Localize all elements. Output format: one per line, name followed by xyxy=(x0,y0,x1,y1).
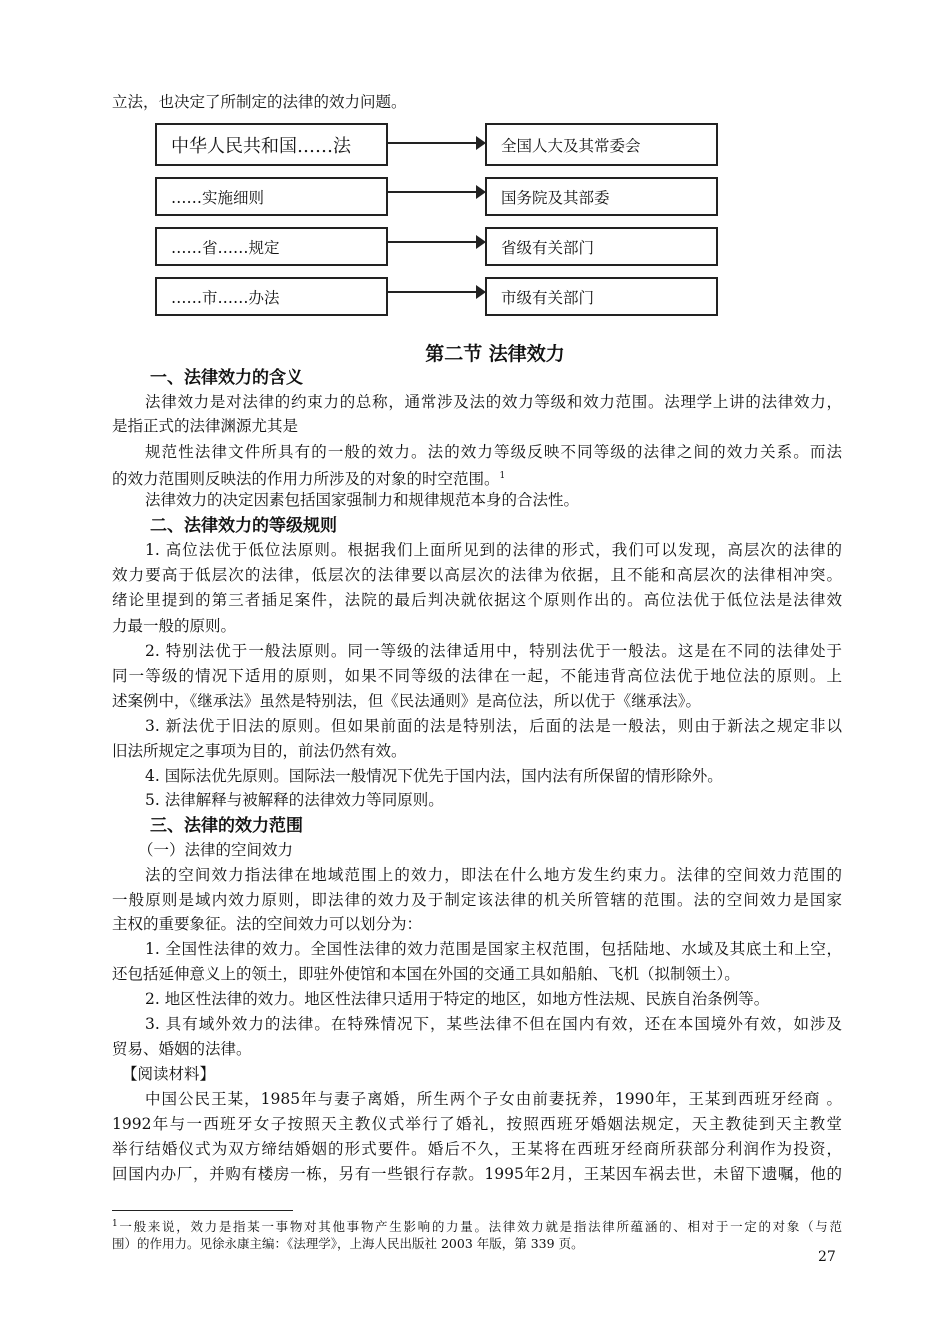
text-line: 法律效力是对法律的约束力的总称，通常涉及法的效力等级和效力范围。法理学上讲的法律效力， xyxy=(145,393,842,411)
diagram-left-box-2: ……实施细则 xyxy=(155,177,388,216)
footnote-marker: 1 xyxy=(112,1219,118,1229)
diagram-right-box-3: 省级有关部门 xyxy=(485,227,718,266)
text-line: 主权的重要象征。法的空间效力可以划分为： xyxy=(112,915,423,933)
text-line: 效力要高于低层次的法律，低层次的法律要以高层次的法律为依据，且不能和高层次的法律相冲突。 xyxy=(112,566,842,584)
text-line: 1992年与一西班牙女子按照天主教仪式举行了婚礼，按照西班牙婚姻法规定，天主教徒到天主教堂 xyxy=(112,1115,842,1133)
footnote-line-2: 围）的作用力。见徐永康主编：《法理学》，上海人民出版社 2003 年版，第 339 页。 xyxy=(112,1236,584,1252)
section-title: 第二节 法律效力 xyxy=(425,343,565,365)
footnote-ref[interactable]: 1 xyxy=(499,471,506,481)
text-line: 中国公民王某，1985年与妻子离婚，所生两个子女由前妻抚养，1990年，王某到西班牙经商 。 xyxy=(145,1090,842,1108)
text-line: 旧法所规定之事项为目的，前法仍然有效。 xyxy=(112,742,407,760)
heading-3: 三、法律的效力范围 xyxy=(150,816,303,836)
text-line: 3. 新法优于旧法的原则。但如果前面的法是特别法，后面的法是一般法，则由于新法之规定非以 xyxy=(145,717,842,735)
text-line: 绪论里提到的第三者插足案件，法院的最后判决就依据这个原则作出的。高位法优于低位法是法律效 xyxy=(112,591,842,609)
text-line: 是指正式的法律渊源尤其是 xyxy=(112,417,299,435)
text-line: 回国内办厂，并购有楼房一栋，另有一些银行存款。1995年2月，王某因车祸去世，未留下遗嘱，他的 xyxy=(112,1165,842,1183)
text-line: 2. 地区性法律的效力。地区性法律只适用于特定的地区，如地方性法规、民族自治条例等。 xyxy=(145,990,770,1008)
text-line: 3. 具有域外效力的法律。在特殊情况下，某些法律不但在国内有效，还在本国境外有效，如涉及 xyxy=(145,1015,842,1033)
diagram-right-box-4: 市级有关部门 xyxy=(485,277,718,316)
footnote-line-1: 一般来说，效力是指某一事物对其他事物产生影响的力量。法律效力就是指法律所蕴涵的、相对于一定的对象（与范 xyxy=(117,1219,842,1235)
text: 的效力范围则反映法的作用力所涉及的对象的时空范围。 xyxy=(112,470,500,489)
footnote-separator xyxy=(112,1210,293,1211)
text-line: 法的空间效力指法律在地域范围上的效力，即法在什么地方发生约束力。法律的空间效力范围的 xyxy=(145,866,842,884)
reading-material-label: 【阅读材料】 xyxy=(122,1065,216,1083)
text-line: 2. 特别法优于一般法原则。同一等级的法律适用中，特别法优于一般法。这是在不同的法律处于 xyxy=(145,642,842,660)
arrow-icon xyxy=(388,142,484,144)
text-line: 规范性法律文件所具有的一般的效力。法的效力等级反映不同等级的法律之间的效力关系。而法 xyxy=(145,443,842,461)
subheading: （一）法律的空间效力 xyxy=(138,841,294,859)
text-line: 一般原则是域内效力原则，即法律的效力及于制定该法律的机关所管辖的范围。法的空间效力是国家 xyxy=(112,891,842,909)
arrow-icon xyxy=(388,191,484,193)
text-line: 还包括延伸意义上的领土，即驻外使馆和本国在外国的交通工具如船舶、飞机（拟制领土）。 xyxy=(112,965,740,983)
text-line: 法律效力的决定因素包括国家强制力和规律规范本身的合法性。 xyxy=(145,491,580,509)
diagram-right-box-2: 国务院及其部委 xyxy=(485,177,718,216)
diagram-left-box-3: ……省……规定 xyxy=(155,227,388,266)
text-line: 述案例中，《继承法》虽然是特别法，但《民法通则》是高位法，所以优于《继承法》。 xyxy=(112,692,702,710)
page-number: 27 xyxy=(818,1249,836,1265)
diagram-right-box-1: 全国人大及其常委会 xyxy=(485,123,718,166)
heading-2: 二、法律效力的等级规则 xyxy=(150,516,337,536)
text-line: 贸易、婚姻的法律。 xyxy=(112,1040,252,1058)
text-line: 5. 法律解释与被解释的法律效力等同原则。 xyxy=(145,791,444,809)
intro-line: 立法，也决定了所制定的法律的效力问题。 xyxy=(112,93,407,111)
heading-1: 一、法律效力的含义 xyxy=(150,368,303,388)
text-line: 同一等级的情况下适用的原则，如果不同等级的法律在一起，不能违背高位法优于地位法的原则。上 xyxy=(112,667,842,685)
text-line-with-footnote xyxy=(112,465,505,487)
text-line: 力最一般的原则。 xyxy=(112,617,237,635)
text-line: 1. 全国性法律的效力。全国性法律的效力范围是国家主权范围，包括陆地、水域及其底土和上空， xyxy=(145,940,842,958)
text-line: 举行结婚仪式为双方缔结婚姻的形式要件。婚后不久，王某将在西班牙经商所获部分利润作为投资， xyxy=(112,1140,842,1158)
footnote xyxy=(112,1216,842,1252)
arrow-icon xyxy=(388,291,484,293)
diagram-left-box-4: ……市……办法 xyxy=(155,277,388,316)
text-line: 4. 国际法优先原则。国际法一般情况下优先于国内法，国内法有所保留的情形除外。 xyxy=(145,767,723,785)
diagram-left-box-1: 中华人民共和国……法 xyxy=(155,123,388,166)
arrow-icon xyxy=(388,241,484,243)
text-line: 1. 高位法优于低位法原则。根据我们上面所见到的法律的形式，我们可以发现，高层次的法律的 xyxy=(145,541,842,559)
